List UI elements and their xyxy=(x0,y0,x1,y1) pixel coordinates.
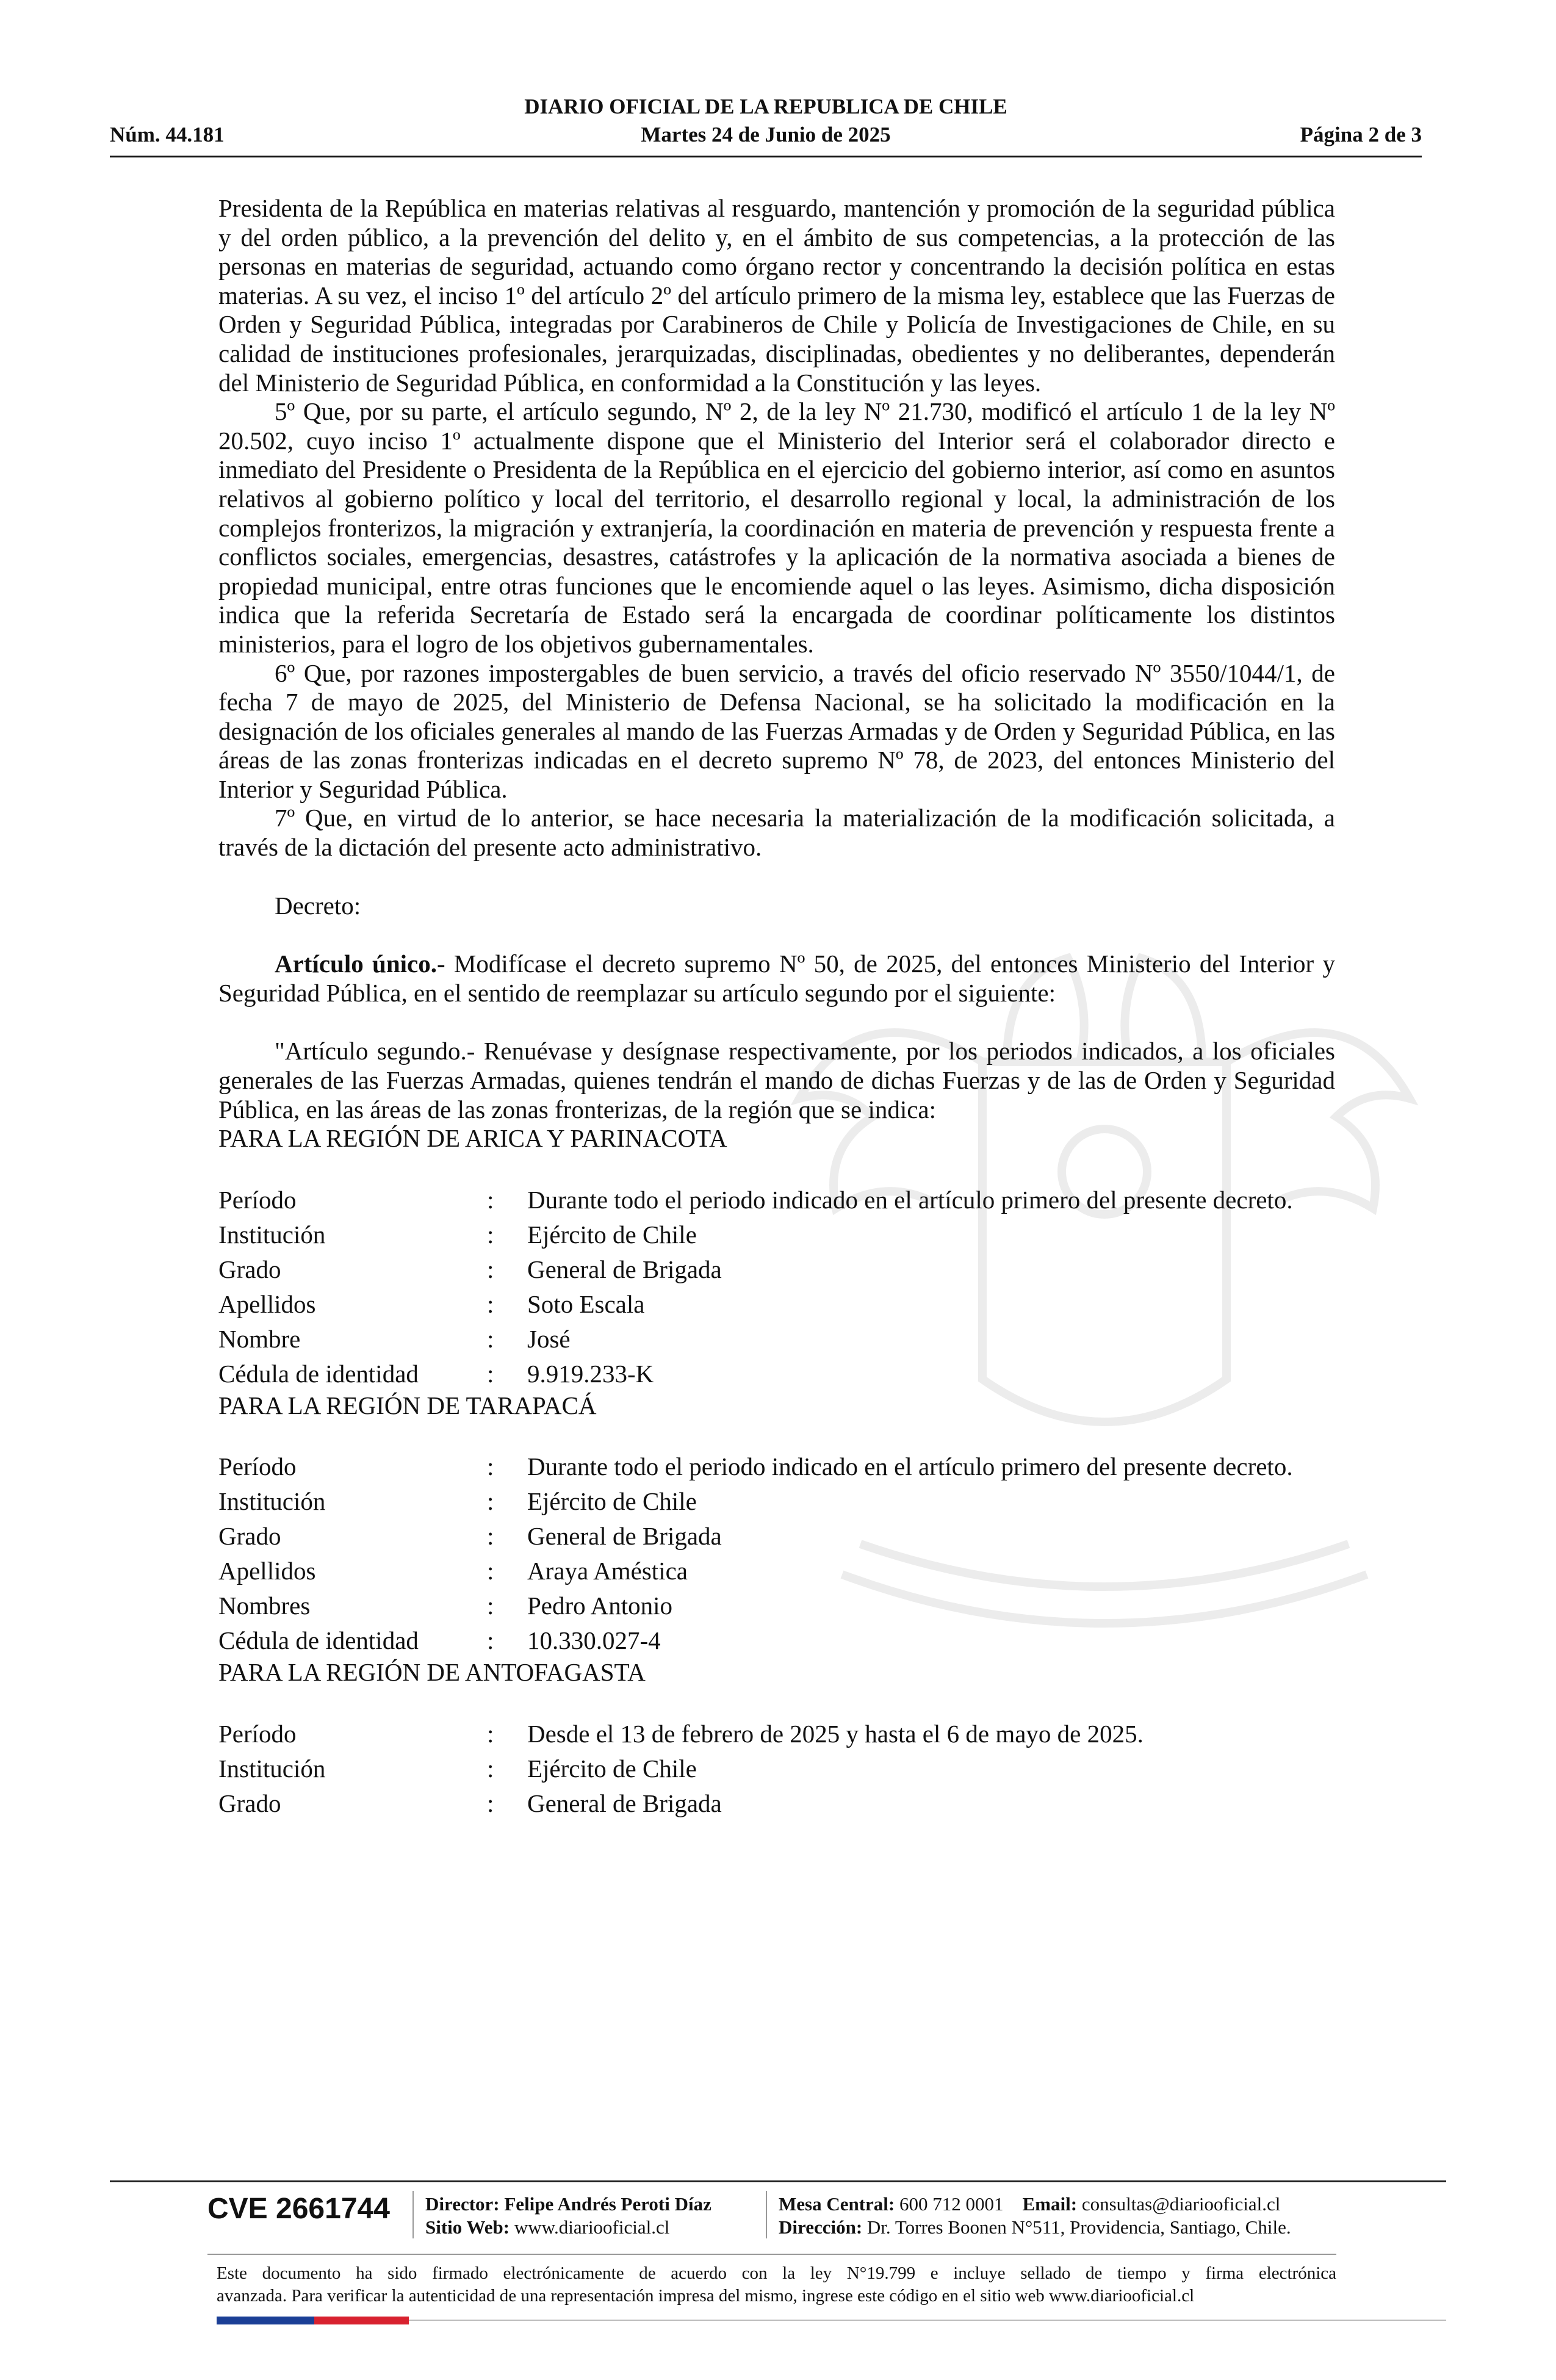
detail-row: Período : Durante todo el periodo indicado en el artículo primero del presente decreto. xyxy=(218,1452,1293,1481)
articulo-segundo-quote: "Artículo segundo.- Renuévase y desígnase respectivamente, por los periodos indicados, a los oficiales generales de las Fuerzas Armadas, quienes tendrán el mando de dichas Fuerzas y de las de Orden y Seguridad Pública, en las áreas de las zonas fronterizas, de la región que se indica: xyxy=(218,1037,1335,1123)
detail-row: Cédula de identidad : 9.919.233-K xyxy=(218,1359,654,1388)
legal-notice-line-2: avanzada. Para verificar la autenticidad de una representación impresa del mismo, ingrese este código en el sitio web www.diariooficial.cl xyxy=(217,2286,1195,2306)
header-divider xyxy=(110,156,1422,157)
paragraph-5: 5º Que, por su parte, el artículo segundo, Nº 2, de la ley Nº 21.730, modificó el artículo 1 de la ley Nº 20.502, cuyo inciso 1º actualmente dispone que el Ministerio del Interior será el colaborador directo e inmediato del Presidente o Presidenta de la República en el ejercicio del gobierno interior, así como en asuntos relativos al gobierno político y local del territorio, el desarrollo regional y local, la administración de los complejos fronterizos, la migración y extranjería, la coordinación en materia de prevención y respuesta frente a conflictos sociales, emergencias, desastres, catástrofes y la aplicación de la normativa asociada a bienes de propiedad municipal, entre otras funciones que le encomiende aquel o las leyes. Asimismo, dicha disposición indica que la referida Secretaría de Estado será la encargada de coordinar políticamente los distintos ministerios, para el logro de los objetivos gubernamentales. xyxy=(218,397,1335,658)
region-title: PARA LA REGIÓN DE ANTOFAGASTA xyxy=(218,1658,646,1687)
mesa-phone: 600 712 0001 xyxy=(899,2193,1004,2215)
detail-row: Institución : Ejército de Chile xyxy=(218,1487,697,1516)
articulo-text: Modifícase el decreto supremo Nº 50, de 2025, del entonces Ministerio del Interior y Seguridad Pública, en el sentido de reemplazar su artículo segundo por el siguiente: xyxy=(218,950,1335,1007)
region-arica xyxy=(218,1124,1335,1391)
region-antofagasta xyxy=(218,1658,1335,1821)
detail-row: Institución : Ejército de Chile xyxy=(218,1220,697,1249)
region-title: PARA LA REGIÓN DE TARAPACÁ xyxy=(218,1391,597,1419)
document-body xyxy=(218,194,1335,1821)
detail-row: Cédula de identidad : 10.330.027-4 xyxy=(218,1626,661,1655)
email-link[interactable]: consultas@diariooficial.cl xyxy=(1081,2193,1281,2215)
detail-row: Nombre : José xyxy=(218,1324,571,1353)
email-label: Email: xyxy=(1022,2193,1078,2215)
footer-director-block xyxy=(425,2193,711,2239)
page-header xyxy=(110,95,1422,156)
cve-code: CVE 2661744 xyxy=(207,2193,390,2225)
issue-number: Núm. 44.181 xyxy=(110,123,225,146)
paragraph-7: 7º Que, en virtud de lo anterior, se hace necesaria la materialización de la modificación solicitada, a través de la dictación del presente acto administrativo. xyxy=(218,804,1335,862)
officer-details xyxy=(218,1449,1335,1658)
officer-details xyxy=(218,1717,1335,1821)
officer-details xyxy=(218,1183,1335,1391)
mesa-label: Mesa Central: xyxy=(779,2193,895,2215)
region-tarapaca xyxy=(218,1391,1335,1659)
web-label: Sitio Web: xyxy=(425,2216,510,2238)
address-label: Dirección: xyxy=(779,2216,863,2238)
articulo-label: Artículo único.- xyxy=(275,950,445,978)
footer-divider xyxy=(110,2180,1446,2182)
page-number: Página 2 de 3 xyxy=(1300,123,1422,146)
web-link[interactable]: www.diariooficial.cl xyxy=(514,2216,670,2238)
issue-date: Martes 24 de Junio de 2025 xyxy=(641,123,891,146)
legal-notice-line-1: Este documento ha sido firmado electrónicamente de acuerdo con la ley N°19.799 e incluye sellado de tiempo y firma electrónica xyxy=(217,2263,1336,2283)
address-value: Dr. Torres Boonen N°511, Providencia, Santiago, Chile. xyxy=(866,2216,1291,2238)
paragraph-4-continuation: Presidenta de la República en materias relativas al resguardo, mantención y promoción de la seguridad pública y del orden público, a la prevención del delito y, en el ámbito de sus competencias, a la protección de las personas en materias de seguridad, actuando como órgano rector y concentrando la decisión política en estas materias. A su vez, el inciso 1º del artículo 2º del artículo primero de la misma ley, establece que las Fuerzas de Orden y Seguridad Pública, integradas por Carabineros de Chile y Policía de Investigaciones de Chile, en su calidad de instituciones profesionales, jerarquizadas, disciplinadas, obedientes y no deliberantes, dependerán del Ministerio de Seguridad Pública, en conformidad a la Constitución y las leyes. xyxy=(218,194,1335,397)
paragraph-6: 6º Que, por razones impostergables de buen servicio, a través del oficio reservado Nº 3550/1044/1, de fecha 7 de mayo de 2025, del Ministerio de Defensa Nacional, se ha solicitado la modificación en la designación de los oficiales generales al mando de las Fuerzas Armadas y de Orden y Seguridad Pública, en las áreas de las zonas fronterizas indicadas en el decreto supremo Nº 78, de 2023, del entonces Ministerio del Interior y Seguridad Pública. xyxy=(218,658,1335,803)
detail-row: Apellidos : Soto Escala xyxy=(218,1289,645,1318)
detail-row: Institución : Ejército de Chile xyxy=(218,1754,697,1783)
footer-separator xyxy=(412,2191,414,2238)
detail-row: Período : Durante todo el periodo indicado en el artículo primero del presente decreto. xyxy=(218,1185,1293,1214)
footer-separator xyxy=(766,2191,767,2238)
decreto-heading: Decreto: xyxy=(275,891,361,920)
detail-row: Grado : General de Brigada xyxy=(218,1255,722,1283)
detail-row: Grado : General de Brigada xyxy=(218,1522,722,1551)
chile-flag-stripe xyxy=(217,2317,409,2324)
footer-contact-block xyxy=(779,2193,1291,2239)
bottom-divider xyxy=(409,2320,1446,2321)
articulo-unico xyxy=(218,950,1335,1008)
detail-row: Grado : General de Brigada xyxy=(218,1789,722,1817)
detail-row: Período : Desde el 13 de febrero de 2025 y hasta el 6 de mayo de 2025. xyxy=(218,1720,1144,1748)
region-title: PARA LA REGIÓN DE ARICA Y PARINACOTA xyxy=(218,1124,727,1153)
detail-row: Nombres : Pedro Antonio xyxy=(218,1592,673,1620)
detail-row: Apellidos : Araya Améstica xyxy=(218,1557,688,1585)
footer-divider-thin xyxy=(207,2254,1336,2255)
director-label: Director: xyxy=(425,2193,500,2215)
director-name: Felipe Andrés Peroti Díaz xyxy=(504,2193,711,2215)
journal-title: DIARIO OFICIAL DE LA REPUBLICA DE CHILE xyxy=(524,95,1007,118)
